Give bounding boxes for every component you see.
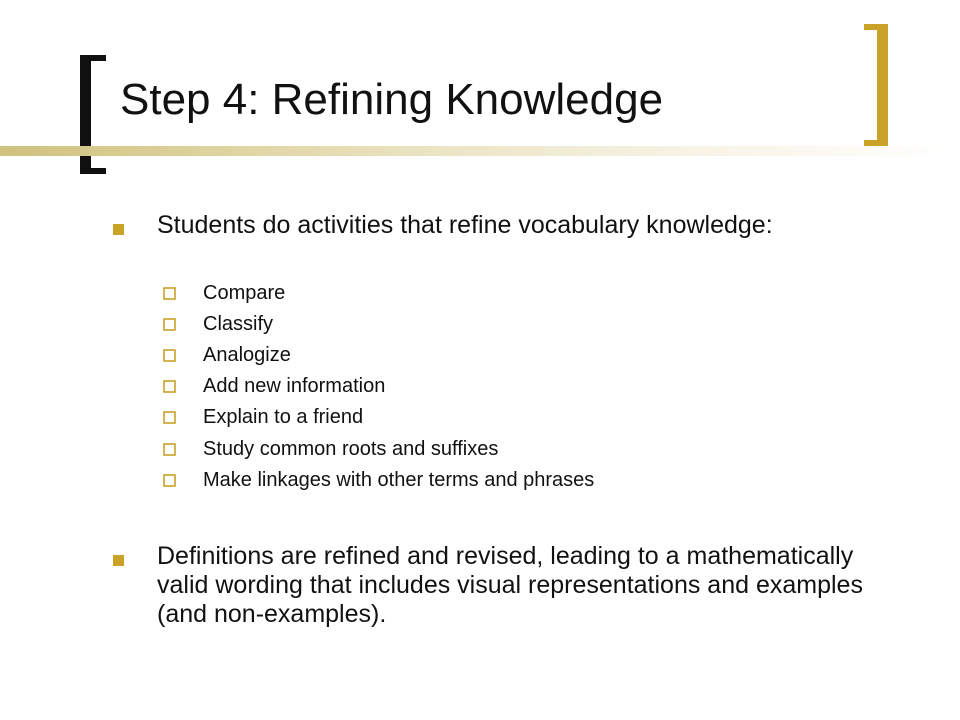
list-item [163,344,291,366]
hollow-square-bullet-icon [163,318,176,331]
sub-item-label: Explain to a friend [203,406,364,428]
list-item [163,469,595,491]
list-item [163,375,386,397]
hollow-square-bullet-icon [163,380,176,393]
hollow-square-bullet-icon [163,349,176,362]
square-bullet-icon [113,555,124,566]
sub-item-label: Make linkages with other terms and phrases [203,469,595,491]
list-item [163,438,499,460]
sub-item-label: Study common roots and suffixes [203,438,499,460]
sub-item-label: Analogize [203,344,291,366]
list-item [163,282,286,304]
bullet-text: Students do activities that refine vocabulary knowledge: [157,211,773,239]
sub-item-label: Compare [203,282,286,304]
hollow-square-bullet-icon [163,411,176,424]
sub-item-label: Add new information [203,375,386,397]
list-item [163,313,274,335]
right-bracket-decoration [864,24,888,146]
hollow-square-bullet-icon [163,474,176,487]
hollow-square-bullet-icon [163,443,176,456]
square-bullet-icon [113,224,124,235]
list-item [163,406,364,428]
left-bracket-decoration [80,55,106,174]
bullet-text: Definitions are refined and revised, leading to a mathematically valid wording that includes visual representations and examples (and non-examples). [157,542,863,628]
sub-item-label: Classify [203,313,274,335]
hollow-square-bullet-icon [163,287,176,300]
slide-title: Step 4: Refining Knowledge [120,75,664,124]
title-underline-rule [0,146,960,156]
